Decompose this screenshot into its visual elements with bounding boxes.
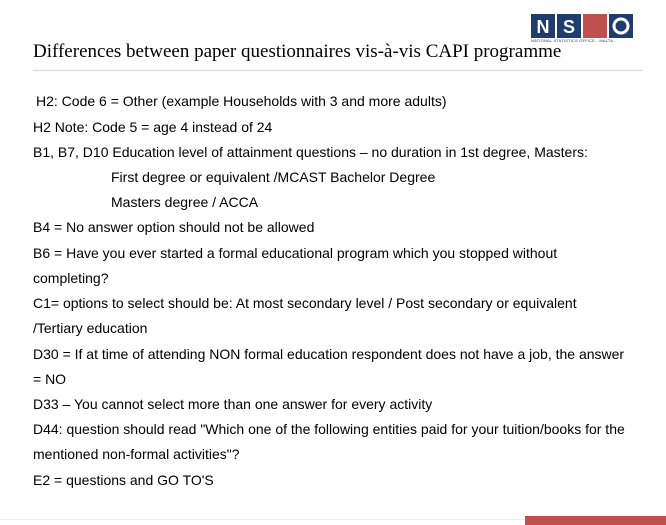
note-line: completing? [33,270,109,286]
note-line: B1, B7, D10 Education level of attainment questions – no duration in 1st degree, Masters: [33,144,588,160]
note-line: D44: question should read "Which one of the following entities paid for your tuition/books for the [33,421,625,437]
page-title: Differences between paper questionnaires vis-à-vis CAPI programme [33,41,562,62]
note-line: C1= options to select should be: At most secondary level / Post secondary or equivalent [33,295,577,311]
note-line: First degree or equivalent /MCAST Bachelor Degree [111,169,436,185]
note-line: H2: Code 6 = Other (example Households with 3 and more adults) [36,93,447,109]
note-line: mentioned non-formal activities"? [33,446,240,462]
footer-divider [0,519,525,520]
note-line: H2 Note: Code 5 = age 4 instead of 24 [33,119,273,135]
note-line: = NO [33,371,67,387]
note-line: /Tertiary education [33,320,148,336]
svg-text:N: N [536,17,550,37]
logo-caption: NATIONAL STATISTICS OFFICE - MALTA [531,38,614,43]
note-line: D30 = If at time of attending NON formal education respondent does not have a job, the answer [33,346,625,362]
note-line: Masters degree / ACCA [111,194,259,210]
note-line: B6 = Have you ever started a formal educational program which you stopped without [33,245,558,261]
note-line: E2 = questions and GO TO'S [33,472,214,488]
svg-text:S: S [562,17,576,37]
title-divider [33,70,643,71]
note-line: D33 – You cannot select more than one answer for every activity [33,396,433,412]
note-line: B4 = No answer option should not be allowed [33,219,315,235]
footer-accent-bar [525,516,666,525]
